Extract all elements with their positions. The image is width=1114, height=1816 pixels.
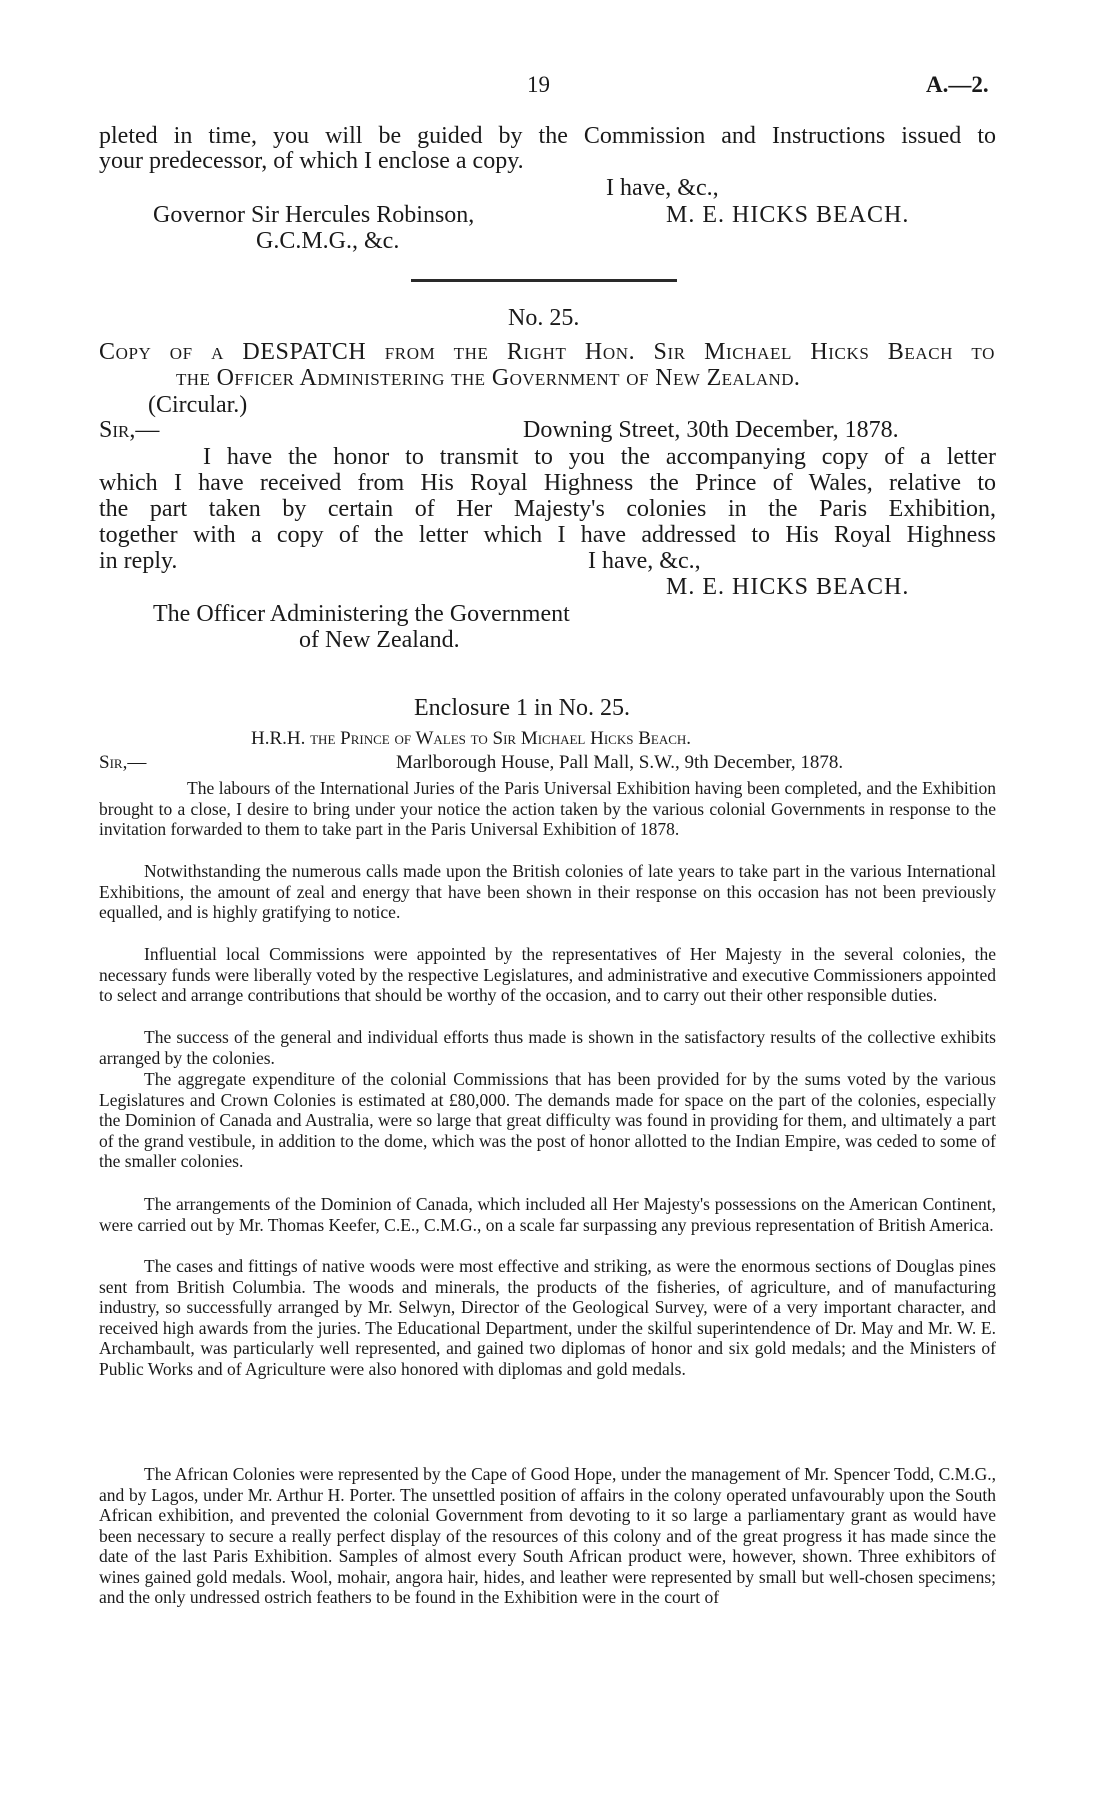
enclosure-salutation: Sir,— — [99, 752, 147, 773]
top-letter-addressee-title: G.C.M.G., &c. — [256, 228, 400, 254]
despatch-number: No. 25. — [508, 305, 580, 331]
enclosure-subtitle: H.R.H. the Prince of Wales to Sir Michael Hicks Beach. — [251, 728, 692, 749]
enclosure-paragraph-7: The cases and fittings of native woods were most effective and striking, as were the enormous sections of Douglas pines sent from British Columbia. The woods and minerals, the products of the fisheries, of agriculture, and of manufacturing industry, so successfully arranged by Mr. Selwyn, Director of the Geological Survey, were of a very important character, and received high awards from the juries. The Educational Department, under the skilful superintendence of Dr. May and Mr. W. E. Archambault, was particularly well represented, and gained two diplomas of honor and six gold medals; and the Ministers of Public Works and of Agriculture were also honored with diplomas and gold medals. — [99, 1256, 996, 1379]
despatch-recipient-line-1: The Officer Administering the Government — [153, 601, 570, 627]
despatch-place-date: Downing Street, 30th December, 1878. — [523, 417, 899, 443]
page-number: 19 — [527, 72, 550, 97]
enclosure-paragraph-8: The African Colonies were represented by the Cape of Good Hope, under the management of Mr. Spencer Todd, C.M.G., and by Lagos, under Mr. Arthur H. Porter. The unsettled position of affairs in the colony operated unfavourably upon the South African exhibition, and prevented the colonial Government from devoting to it so large a parliamentary grant as would have been necessary to secure a really perfect display of the resources of this colony and of the great progress it has made since the date of the last Paris Exhibition. Samples of almost every South African product were, however, shown. Three exhibitors of wines gained gold medals. Wool, mohair, angora hair, hides, and leather were represented by small but well-chosen specimens; and the only undressed ostrich feathers to be found in the Exhibition were in the court of — [99, 1464, 996, 1607]
despatch-body-line-2: which I have received from His Royal Highness the Prince of Wales, relative to — [99, 470, 996, 496]
top-letter-signature: M. E. HICKS BEACH. — [666, 202, 910, 228]
despatch-body-line-3: the part taken by certain of Her Majesty's colonies in the Paris Exhibition, — [99, 496, 996, 522]
top-letter-line-2: your predecessor, of which I enclose a copy. — [99, 148, 524, 174]
enclosure-paragraph-5: The aggregate expenditure of the colonial Commissions that has been provided for by the sums voted by the various Legislatures and Crown Colonies is estimated at £80,000. The demands made for space on the part of the colonies, especially the Dominion of Canada and Australia, were so large that great difficulty was found in providing for them, and ultimately a part of the grand vestibule, in addition to the dome, which was the post of honor allotted to the Indian Empire, was ceded to some of the smaller colonies. — [99, 1069, 996, 1171]
enclosure-paragraph-6: The arrangements of the Dominion of Canada, which included all Her Majesty's possessions on the American Continent, were carried out by Mr. Thomas Keefer, C.E., C.M.G., on a scale far surpassing any previous representation of British America. — [99, 1194, 996, 1235]
despatch-body-line-1: I have the honor to transmit to you the accompanying copy of a letter — [203, 444, 996, 470]
despatch-recipient-line-2: of New Zealand. — [299, 627, 460, 653]
top-letter-line-1: pleted in time, you will be guided by the Commission and Instructions issued to — [99, 123, 996, 149]
despatch-body-line-4: together with a copy of the letter which I have addressed to His Royal Highness — [99, 522, 996, 548]
despatch-closing: I have, &c., — [588, 548, 701, 574]
document-reference: A.—2. — [926, 72, 989, 97]
despatch-salutation: Sir,— — [99, 417, 160, 443]
despatch-body-last-line: in reply. — [99, 548, 178, 574]
enclosure-paragraph-1: The labours of the International Juries of the Paris Universal Exhibition having been completed, and the Exhibition brought to a close, I desire to bring under your notice the action taken by the various colonial Governments in response to the invitation forwarded to them to take part in the Paris Universal Exhibition of 1878. — [99, 778, 996, 839]
despatch-heading-line-2: the Officer Administering the Government of New Zealand. — [176, 365, 801, 391]
enclosure-paragraph-4: The success of the general and individual efforts thus made is shown in the satisfactory results of the collective exhibits arranged by the colonies. — [99, 1027, 996, 1068]
enclosure-paragraph-3: Influential local Commissions were appointed by the representatives of Her Majesty in the several colonies, the necessary funds were liberally voted by the respective Legislatures, and administrative and executive Commissioners appointed to select and arrange contributions that should be worthy of the occasion, and to carry out their other responsible duties. — [99, 944, 996, 1005]
top-letter-closing: I have, &c., — [606, 175, 719, 201]
despatch-circular: (Circular.) — [148, 392, 248, 418]
enclosure-place-date: Marlborough House, Pall Mall, S.W., 9th December, 1878. — [396, 752, 844, 773]
section-divider — [411, 279, 677, 282]
top-letter-addressee: Governor Sir Hercules Robinson, — [153, 202, 475, 228]
enclosure-paragraph-2: Notwithstanding the numerous calls made upon the British colonies of late years to take part in the various International Exhibitions, the amount of zeal and energy that have been shown in their response on this occasion has not been previously equalled, and is highly gratifying to notice. — [99, 861, 996, 922]
despatch-heading-line-1: Copy of a DESPATCH from the Right Hon. Sir Michael Hicks Beach to — [99, 339, 995, 365]
enclosure-title: Enclosure 1 in No. 25. — [414, 695, 630, 721]
despatch-signature: M. E. HICKS BEACH. — [666, 574, 910, 600]
